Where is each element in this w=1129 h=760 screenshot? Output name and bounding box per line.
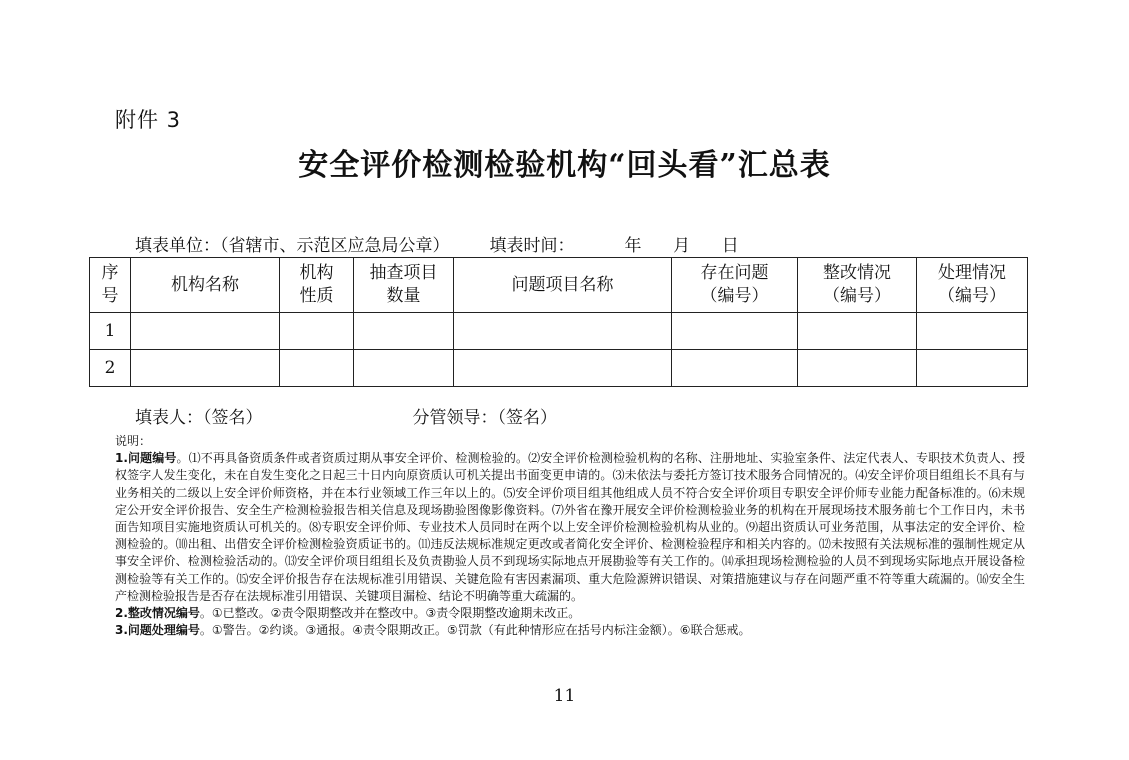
table-header-row [90, 258, 1028, 313]
summary-table [89, 257, 1028, 387]
cell-existing-issues [672, 313, 798, 350]
leader-signature: 分管领导：（签名） [412, 408, 557, 428]
note-rectification-codes [115, 605, 1025, 622]
cell-org-nature [280, 313, 354, 350]
note-1-label: 1.问题编号 [115, 451, 177, 466]
note-2-text: 。①已整改。②责令限期整改并在整改中。③责令限期整改逾期未改正。 [199, 606, 581, 621]
cell-org-name [131, 313, 280, 350]
cell-sample-count [354, 313, 454, 350]
note-3-label: 3.问题处理编号 [115, 623, 200, 638]
notes-section [115, 433, 1025, 639]
cell-org-nature [280, 350, 354, 387]
cell-sample-count [354, 350, 454, 387]
filler-signature: 填表人：（签名） [135, 408, 263, 428]
note-2-label: 2.整改情况编号 [115, 606, 200, 621]
note-3-text: 。①警告。②约谈。③通报。④责令限期改正。⑤罚款（有此种情形应在括号内标注金额）。⑥联合惩戒。 [199, 623, 751, 638]
table-row [90, 350, 1028, 387]
cell-problem-project [454, 350, 672, 387]
header-org-name: 机构名称 [131, 258, 280, 313]
cell-existing-issues [672, 350, 798, 387]
notes-heading: 说明： [115, 434, 152, 448]
cell-handling [917, 350, 1028, 387]
signature-line [135, 403, 557, 428]
page-number: 11 [553, 686, 576, 706]
cell-org-name [131, 350, 280, 387]
fill-time-label: 填表时间： [489, 236, 575, 256]
header-sample-count: 抽查项目数量 [354, 258, 454, 313]
header-existing-issues: 存在问题（编号） [672, 258, 798, 313]
fill-info-line [135, 231, 741, 256]
note-handling-codes [115, 622, 1025, 639]
cell-rectification [798, 313, 917, 350]
note-1-text: 。⑴不再具备资质条件或者资质过期从事安全评价、检测检验的。⑵安全评价检测检验机构的名称、注册地址、实验室条件、法定代表人、专职技术负责人、授权签字人发生变化，未在自发生变化之日起三十日内向原资质认可机关提出书面变更申请的。⑶未依法与委托方签订技术服务合同情况的。⑷安全评价项目组组长不具有与业务相关的二级以上安全评价师资格，并在本行业领域工作三年以上的。⑸安全评价项目组其他组成人员不符合安全评价项目专职安全评价师专业能力配备标准的。⑹未规定公开安全评价报告、安全生产检测检验报告相关信息及现场勘验图像影像资料。⑺外省在豫开展安全评价检测检验业务的机构在开展现场技术服务前七个工作日内，未书面告知项目实施地资质认可机关的。⑻专职安全评价师、专业技术人员同时在两个以上安全评价检测检验机构从业的。⑼超出资质认可业务范围，从事法定的安全评价、检测检验的。⑽出租、出借安全评价检测检验资质证书的。⑾违反法规标准规定更改或者简化安全评价、检测检验程序和相关内容的。⑿未按照有关法规标准的强制性规定从事安全评价、检测检验活动的。⒀安全评价项目组组长及负责勘验人员不到现场实际地点开展勘验等有关工作的。⒁承担现场检测检验的人员不到现场实际地点开展设备检测检验等有关工作的。⒂安全评价报告存在法规标准引用错误、关键危险有害因素漏项、重大危险源辨识错误、对策措施建议与存在问题严重不符等重大疏漏的。⒃安全生产检测检验报告是否存在法规标准引用错误、关键项目漏检、结论不明确等重大疏漏的。 [115, 451, 1025, 603]
header-org-nature: 机构性质 [280, 258, 354, 313]
cell-handling [917, 313, 1028, 350]
row-index: 2 [90, 350, 131, 387]
page-title: 安全评价检测检验机构“回头看”汇总表 [298, 148, 831, 183]
header-handling: 处理情况（编号） [917, 258, 1028, 313]
header-rectification: 整改情况（编号） [798, 258, 917, 313]
note-problem-codes [115, 450, 1025, 605]
attachment-label: 附件 3 [115, 108, 182, 132]
cell-problem-project [454, 313, 672, 350]
row-index: 1 [90, 313, 131, 350]
fill-unit-label: 填表单位：（省辖市、示范区应急局公章） [135, 236, 450, 256]
header-index: 序号 [90, 258, 131, 313]
fill-time-value: 年 月 日 [624, 236, 741, 256]
header-problem-project: 问题项目名称 [454, 258, 672, 313]
cell-rectification [798, 350, 917, 387]
table-row [90, 313, 1028, 350]
